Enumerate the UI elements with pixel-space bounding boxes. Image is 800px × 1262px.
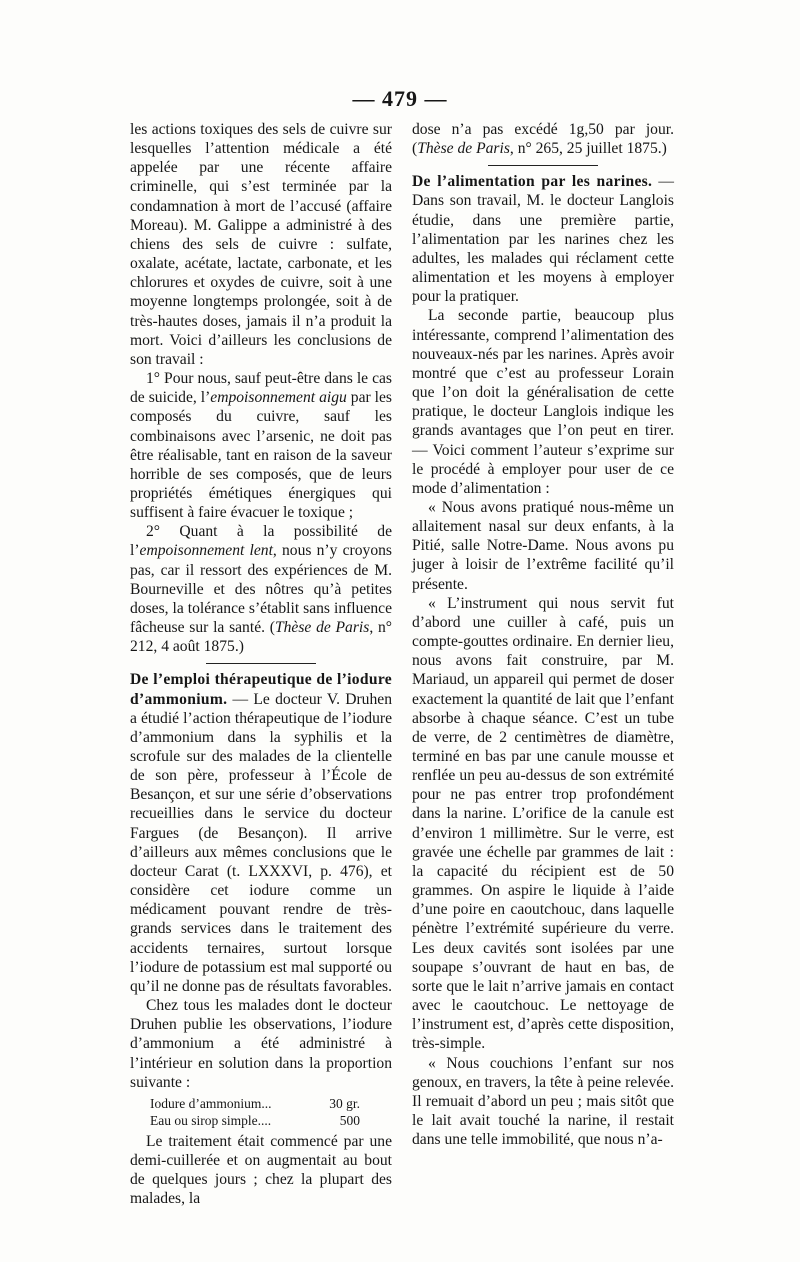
text-span: par les composés du cuivre, sauf les combinaisons avec l’arsenic, ne doit pas être réalisable, tant en raison de la saveur horrible de ses composés, que de leurs propriétés émétiques énergiques qui suffisent à faire évacuer le toxique ; [130, 389, 392, 522]
section-divider [206, 663, 316, 664]
formula-value: 500 [339, 1112, 360, 1128]
emphasis: empoisonnement lent [139, 542, 273, 560]
formula-label: Iodure d’ammonium... [150, 1095, 272, 1111]
text-span: , nous n’y croyons pas, car il ressort des expériences de M. Bourneville et des nôtres qu’à petites doses, la tolérance s’établit sans influence fâcheuse sur la santé. ( [130, 542, 392, 637]
paragraph: Chez tous les malades dont le docteur Druhen publie les observations, l’iodure d’ammonium a été administré à l’intérieur en solution dans la proportion suivante : [130, 997, 392, 1091]
paragraph: « Nous couchions l’enfant sur nos genoux, en travers, la tête à peine relevée. Il remuait d’abord un peu ; mais sitôt que le lait avait touché la narine, il restait dans une telle immobilité, que nous n’a- [412, 1054, 674, 1149]
formula-table [150, 1095, 392, 1129]
emphasis: empoisonnement aigu [210, 389, 347, 407]
text-span: , n° 265, 25 juillet 1875.) [509, 140, 667, 158]
text-span: 1° Pour nous, sauf peut-être dans le cas de suicide, l’ [130, 370, 392, 407]
paragraph: Le traitement était commencé par une demi-cuillerée et on augmentait au bout de quelques jours ; chez la plupart des malades, la [130, 1132, 392, 1208]
paragraph [130, 522, 392, 656]
text-span: — Dans son travail, M. le docteur Langlois étudie, dans une première partie, l’alimentation par les narines chez les adultes, les malades qui réclament cette alimentation et les moyens à employer pour la pratiquer. [412, 173, 674, 306]
source-title: Thèse de Paris [274, 619, 370, 637]
section-paragraph [130, 670, 392, 996]
text-span: 2° Quant à la possibilité de l’ [130, 523, 392, 560]
formula-row [150, 1095, 392, 1112]
right-column [412, 120, 674, 1149]
paragraph: La seconde partie, beaucoup plus intéressante, comprend l’alimentation des nouveaux-nés par les narines. Après avoir montré que c’est au professeur Lorain que l’on doit la généralisation de cette pratique, le docteur Langlois indique les grands avantages que l’on peut en tirer. — Voici comment l’auteur s’exprime sur le procédé à employer pour user de ce mode d’alimentation : [412, 307, 674, 497]
paragraph: « L’instrument qui nous servit fut d’abord une cuiller à café, puis un compte-gouttes ordinaire. En dernier lieu, nous avons fait construire, par M. Mariaud, un appareil qui permet de doser exactement la quantité de lait que l’enfant absorbe à chaque séance. C’est un tube de verre, de 2 centimètres de diamètre, terminé en bas par une canule mousse et renflée un peu au-dessus de son extrémité pour ne pas entrer trop profondément dans la narine. L’orifice de la canule est d’environ 1 millimètre. Sur le verre, est gravée une échelle par grammes de lait : la capacité du récipient est de 50 grammes. On aspire le liquide à l’aide d’une poire en caoutchouc, dans laquelle pénètre l’extrémité supérieure du verre. Les deux cavités sont isolées par une soupape s’ouvrant de haut en bas, de sorte que le lait n’arrive jamais en contact avec le caoutchouc. Le nettoyage de l’instrument est, d’après cette disposition, très-simple. [412, 594, 674, 1053]
section-divider [488, 165, 598, 166]
paragraph: « Nous avons pratiqué nous-même un allaitement nasal sur deux enfants, à la Pitié, salle Notre-Dame. Nous avons pu juger à loisir de l’extrême facilité qu’il présente. [412, 498, 674, 593]
left-column [130, 120, 392, 1208]
text-span: , n° 212, 4 août 1875.) [130, 619, 392, 656]
section-heading: De l’alimentation par les narines. [412, 173, 653, 191]
source-title: Thèse de Paris [417, 140, 510, 158]
paragraph [412, 120, 674, 158]
section-paragraph [412, 172, 674, 306]
text-span: — Le docteur V. Druhen a étudié l’action thérapeutique de l’iodure d’ammonium dans la syphilis et la scrofule sur des malades de la clientelle de son père, professeur à l’École de Besançon, et sur une série d’observations recueillies dans le service du docteur Fargues (de Besançon). Il arrive d’ailleurs aux mêmes conclusions que le docteur Carat (t. LXXXVI, p. 476), et considère cet iodure comme un médicament pouvant rendre de très-grands services dans le traitement des accidents ternaires, surtout lorsque l’iodure de potassium est mal supporté ou qu’il ne donne pas de résultats favorables. [130, 690, 392, 995]
formula-label: Eau ou sirop simple.... [150, 1112, 272, 1128]
paragraph: les actions toxiques des sels de cuivre sur lesquelles l’attention médicale a été appelée par une récente affaire criminelle, qui s’est terminée par la condamnation à mort de l’accusé (affaire Moreau). M. Galippe a administré à des chiens des sels de cuivre : sulfate, oxalate, acétate, lactate, carbonate, et les chlorures et oxydes de cuivre, soit à une moyenne longtemps prolongée, soit à de très-hautes doses, jamais il n’a produit la mort. Voici d’ailleurs les conclusions de son travail : [130, 121, 392, 368]
formula-value: 30 gr. [329, 1095, 360, 1111]
text-span: dose n’a pas excédé 1g,50 par jour. ( [412, 121, 674, 158]
formula-row [150, 1112, 392, 1129]
paragraph [130, 369, 392, 522]
page-number: — 479 — [352, 86, 448, 111]
section-heading: De l’emploi thérapeutique de l’iodure d’ammonium. [130, 671, 392, 708]
